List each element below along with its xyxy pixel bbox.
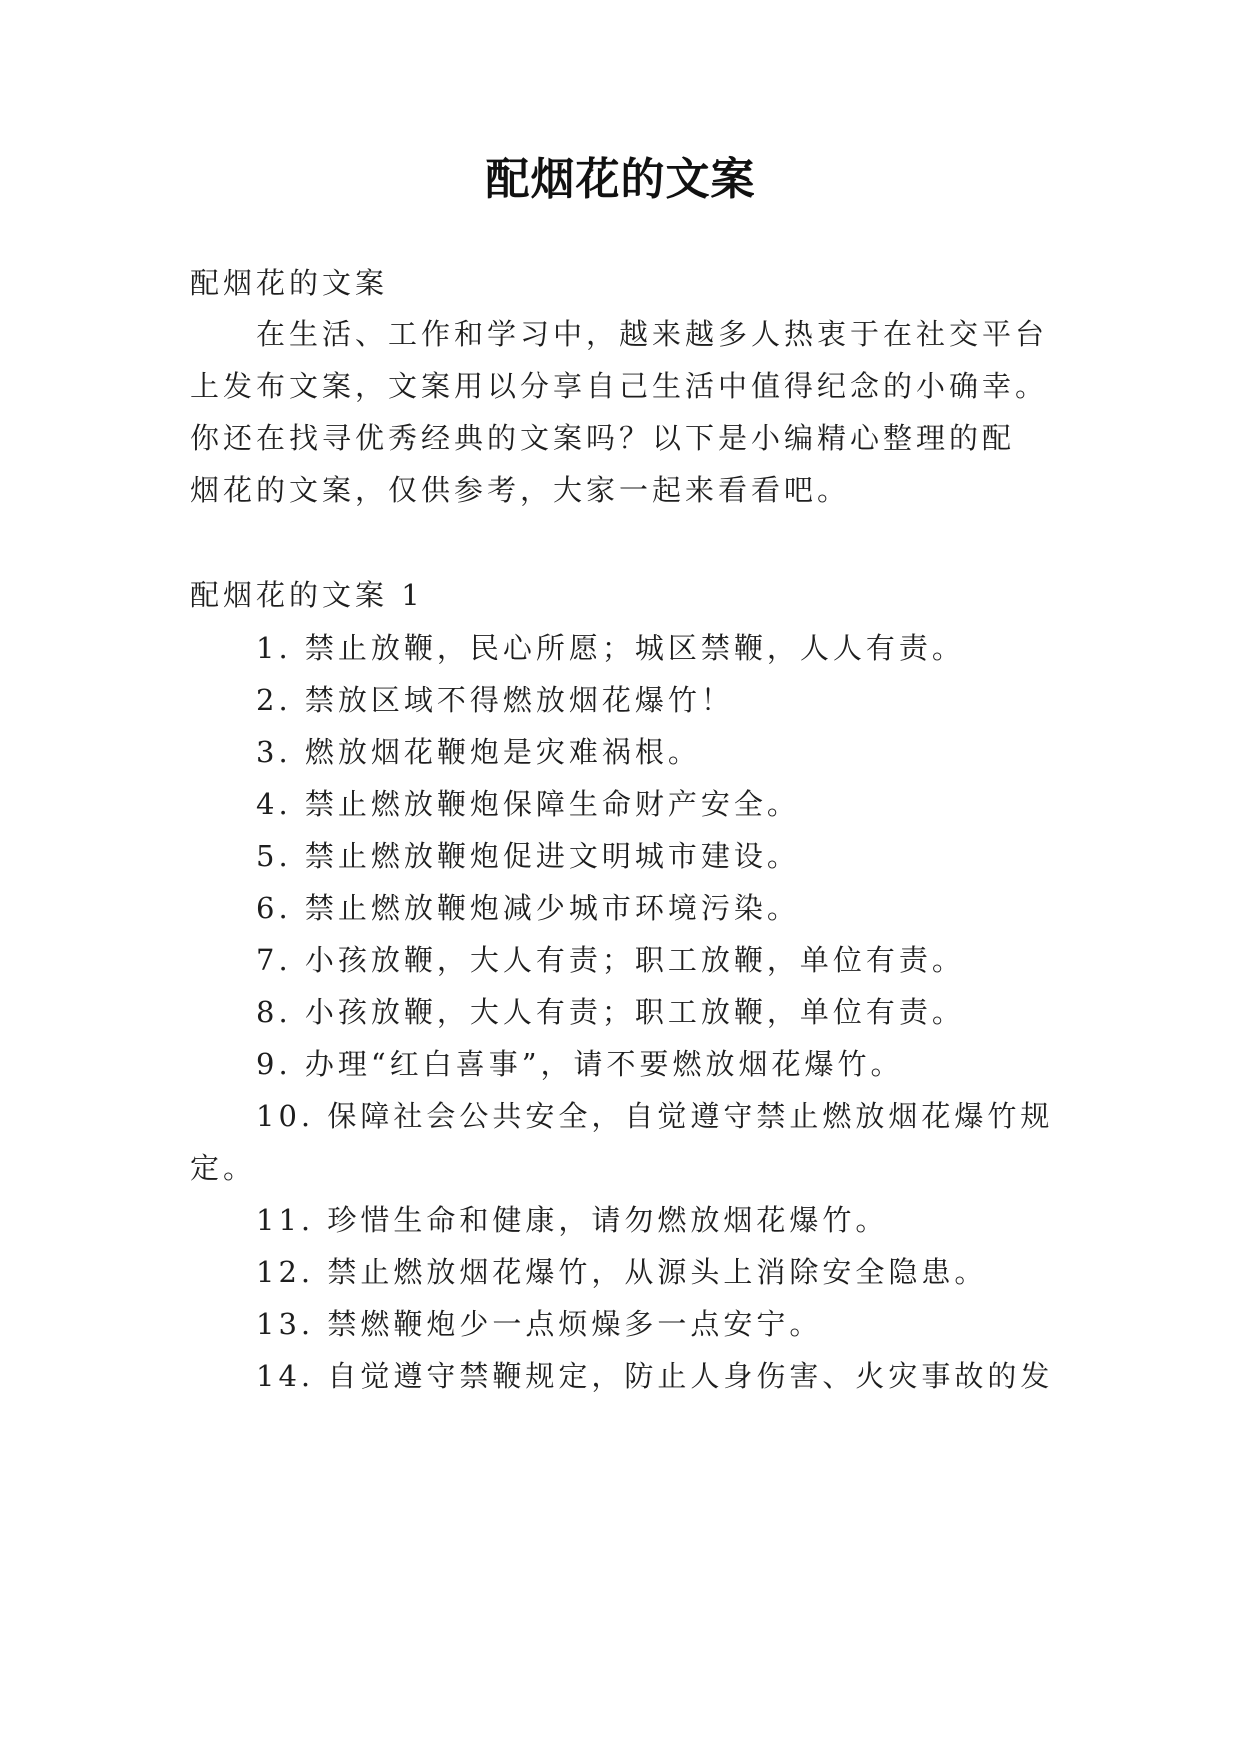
intro-line: 烟花的文案，仅供参考，大家一起来看看吧。 xyxy=(190,473,851,507)
intro-line: 上发布文案，文案用以分享自己生活中值得纪念的小确幸。 xyxy=(190,369,1049,403)
section-heading: 配烟花的文案 1 xyxy=(190,578,424,612)
list-item-continuation: 定。 xyxy=(190,1151,257,1185)
list-item: 8. 小孩放鞭，大人有责；职工放鞭，单位有责。 xyxy=(256,995,965,1029)
list-item: 13. 禁燃鞭炮少一点烦燥多一点安宁。 xyxy=(256,1307,823,1341)
list-item: 10. 保障社会公共安全，自觉遵守禁止燃放烟花爆竹规 xyxy=(256,1099,1054,1133)
list-item: 7. 小孩放鞭，大人有责；职工放鞭，单位有责。 xyxy=(256,943,965,977)
document-subtitle: 配烟花的文案 xyxy=(190,266,389,300)
intro-line: 你还在找寻优秀经典的文案吗？以下是小编精心整理的配 xyxy=(190,421,1016,455)
list-item: 3. 燃放烟花鞭炮是灾难祸根。 xyxy=(256,735,701,769)
list-item: 11. 珍惜生命和健康，请勿燃放烟花爆竹。 xyxy=(256,1203,889,1237)
list-item: 9. 办理“红白喜事”，请不要燃放烟花爆竹。 xyxy=(256,1047,904,1081)
list-item: 6. 禁止燃放鞭炮减少城市环境污染。 xyxy=(256,891,800,925)
list-item: 12. 禁止燃放烟花爆竹，从源头上消除安全隐患。 xyxy=(256,1255,988,1289)
list-item: 1. 禁止放鞭，民心所愿；城区禁鞭，人人有责。 xyxy=(256,631,965,665)
list-item: 14. 自觉遵守禁鞭规定，防止人身伤害、火灾事故的发 xyxy=(256,1359,1054,1393)
list-item: 4. 禁止燃放鞭炮保障生命财产安全。 xyxy=(256,787,800,821)
list-item: 5. 禁止燃放鞭炮促进文明城市建设。 xyxy=(256,839,800,873)
document-title: 配烟花的文案 xyxy=(485,154,756,205)
list-item: 2. 禁放区域不得燃放烟花爆竹！ xyxy=(256,683,734,717)
intro-line: 在生活、工作和学习中，越来越多人热衷于在社交平台 xyxy=(256,317,1049,351)
